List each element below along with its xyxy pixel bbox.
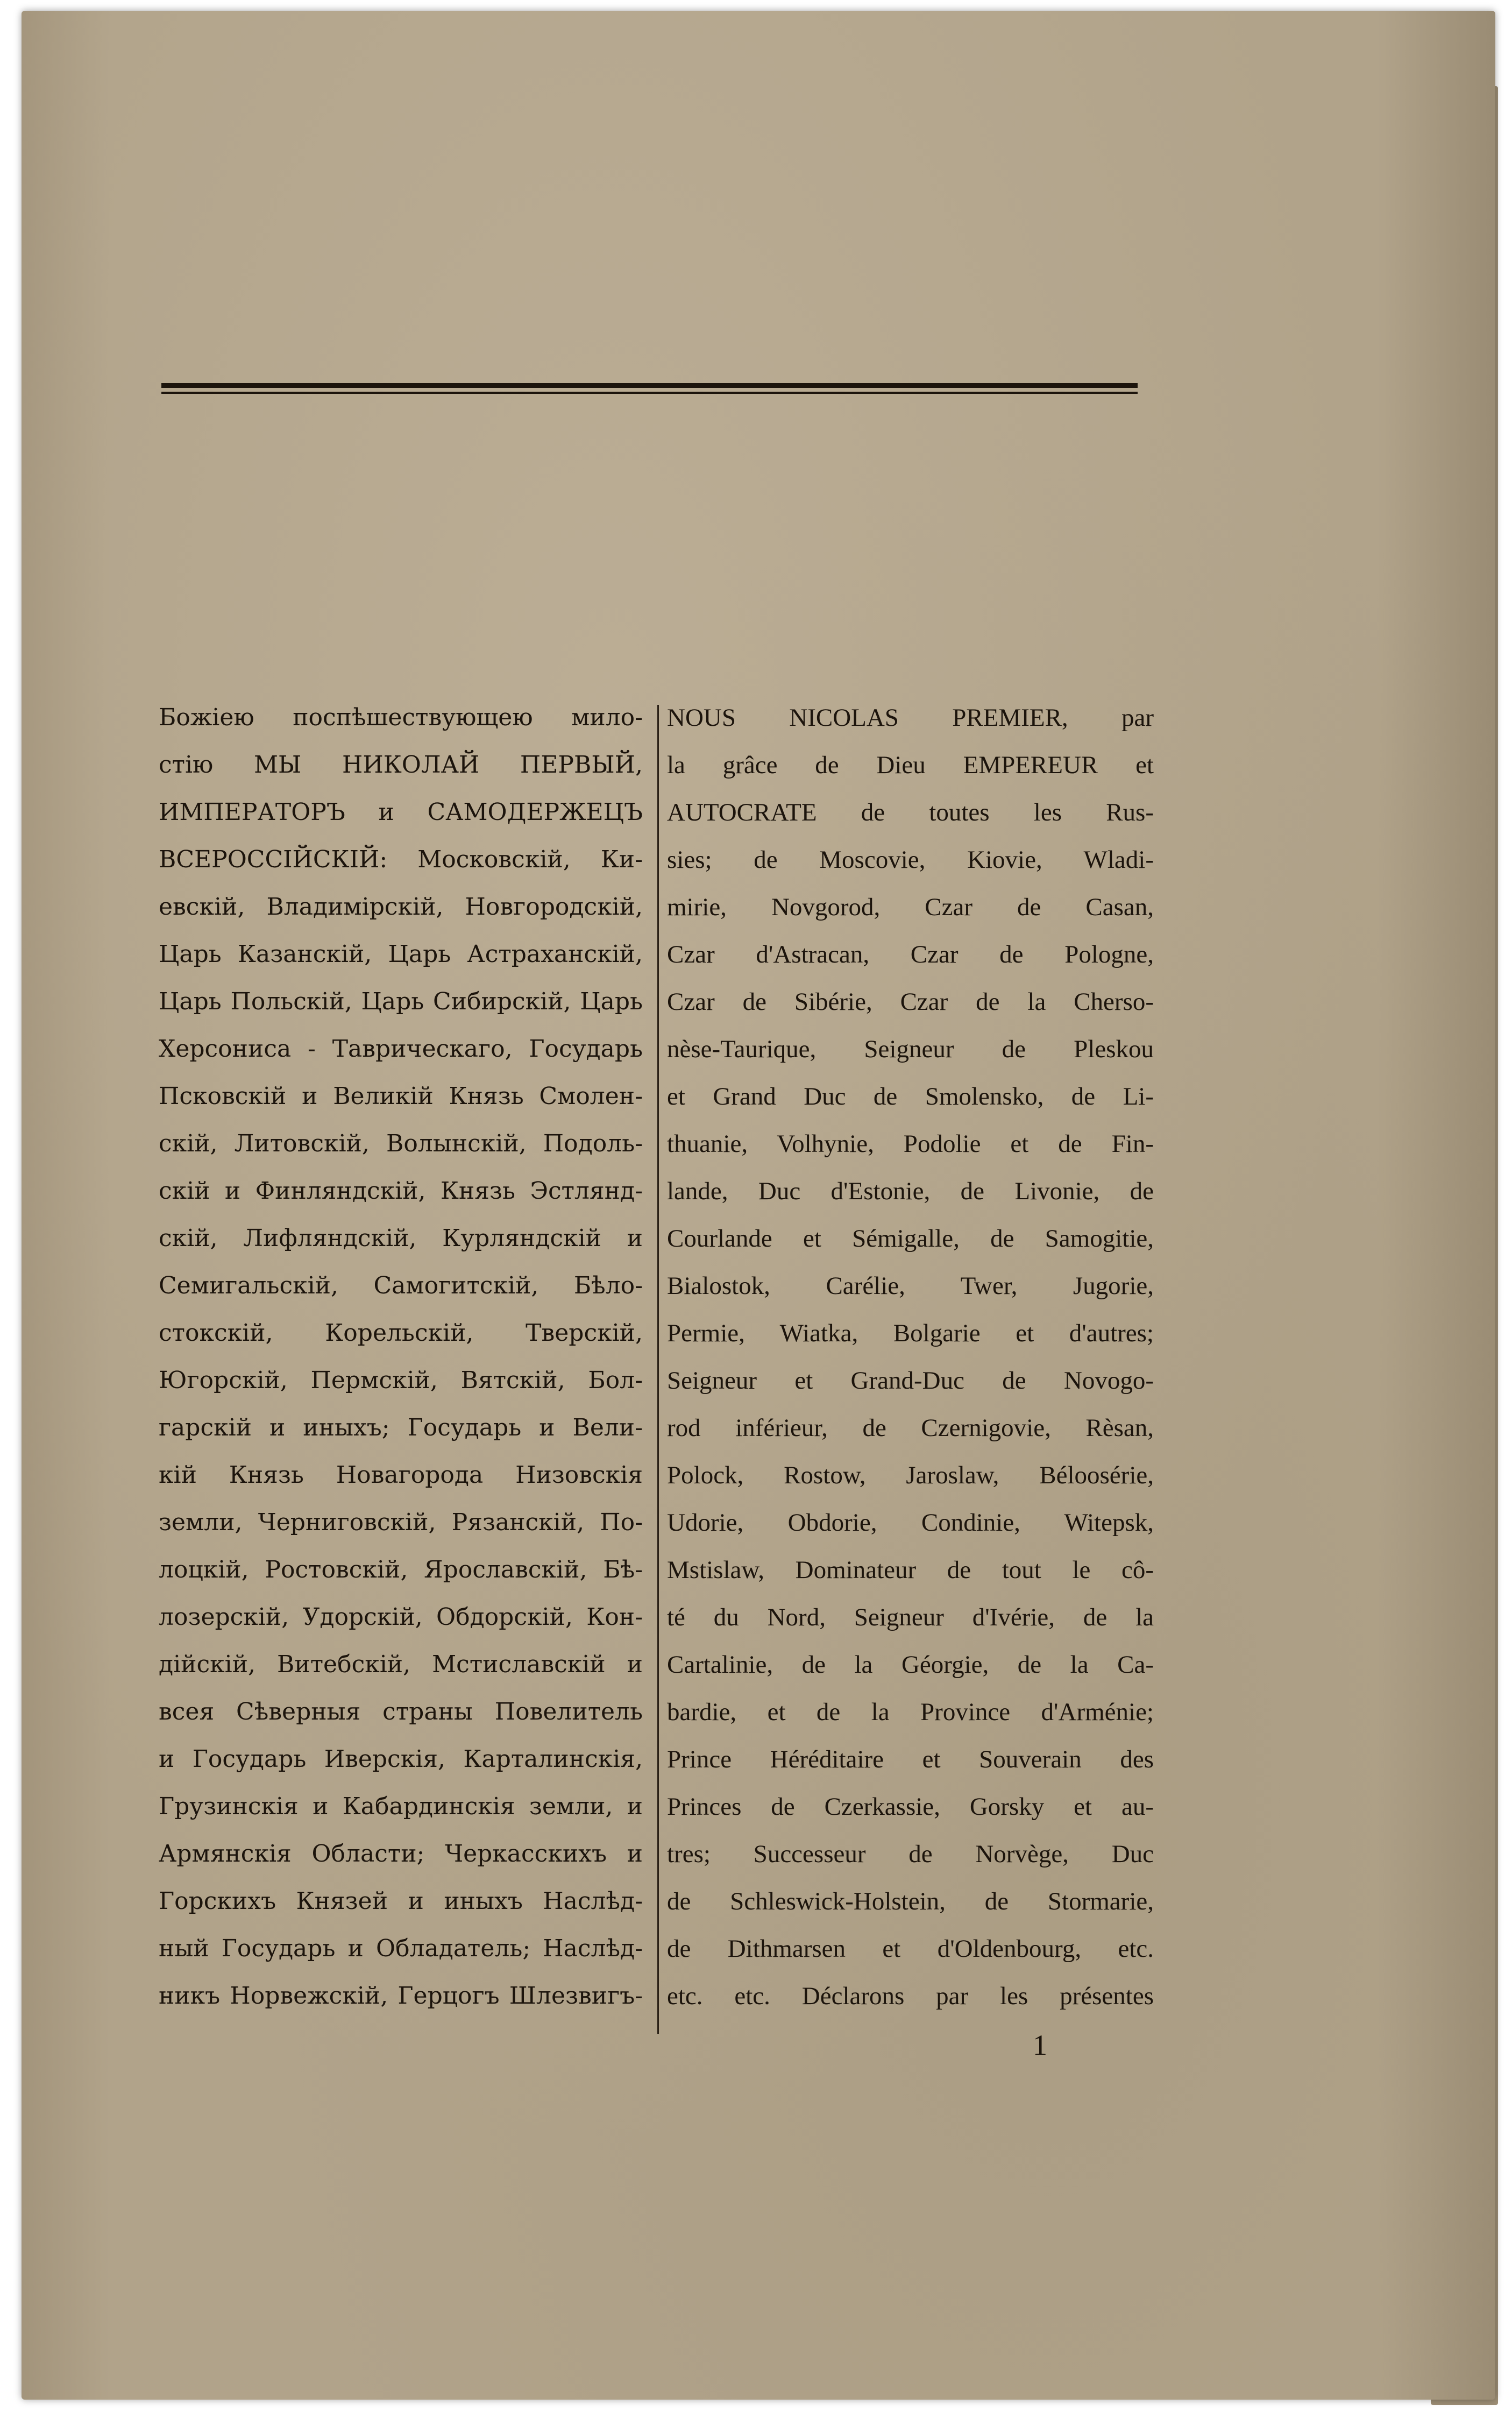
text-line: Seigneur et Grand-Duc de Novogo- [667,1367,1154,1395]
text-line: ный Государь и Обладатель; Наслѣд- [159,1935,643,1962]
text-line: Царь Польскiй, Царь Сибирскiй, Царь [159,988,643,1015]
text-line: Югорскiй, Пермскiй, Вятскiй, Бол- [159,1367,643,1394]
text-line: Princes de Czerkassie, Gorsky et au- [667,1793,1154,1821]
text-line: гарскiй и иныхъ; Государь и Вели- [159,1414,643,1441]
text-line: lande, Duc d'Estonie, de Livonie, de [667,1177,1154,1205]
text-line: la grâce de Dieu EMPEREUR et [667,751,1154,779]
text-line: скiй, Литовскiй, Волынскiй, Подоль- [159,1130,643,1157]
text-line: thuanie, Volhynie, Podolie et de Fin- [667,1130,1154,1158]
text-line: etc. etc. Déclarons par les présentes [667,1982,1154,2010]
text-line: Polock, Rostow, Jaroslaw, Béloosérie, [667,1461,1154,1489]
text-line: Божiею поспѣшествующею мило- [159,704,643,731]
text-line: nèse-Taurique, Seigneur de Pleskou [667,1035,1154,1063]
text-line: Prince Héréditaire et Souverain des [667,1745,1154,1773]
text-line: евскiй, Владимiрскiй, Новгородскiй, [159,893,643,921]
text-line: Czar d'Astracan, Czar de Pologne, [667,940,1154,968]
text-line: ИМПЕРАТОРЪ и САМОДЕРЖЕЦЪ [159,798,643,826]
page-number: 1 [1033,2029,1047,2061]
text-line: ВСЕРОССIЙСКIЙ: Московскiй, Ки- [159,846,643,873]
text-line: никъ Норвежскiй, Герцогъ Шлезвигъ- [159,1982,643,2010]
text-line: de Schleswick-Holstein, de Stormarie, [667,1887,1154,1915]
text-line: Грузинскiя и Кабардинскiя земли, и [159,1793,643,1820]
text-line: дiйскiй, Витебскiй, Мстиславскiй и [159,1651,643,1678]
text-line: и Государь Иверскiя, Карталинскiя, [159,1745,643,1773]
text-line: Czar de Sibérie, Czar de la Cherso- [667,988,1154,1016]
text-line: bardie, et de la Province d'Arménie; [667,1698,1154,1726]
text-line: скiй, Лифляндскiй, Курляндскiй и [159,1225,643,1252]
text-line: кiй Князь Новагорода Низовскiя [159,1461,643,1489]
header-rule-thick [161,383,1138,388]
text-line: NOUS NICOLAS PREMIER, par [667,704,1154,732]
text-line: de Dithmarsen et d'Oldenbourg, etc. [667,1935,1154,1963]
text-line: mirie, Novgorod, Czar de Casan, [667,893,1154,921]
text-line: всея Сѣверныя страны Повелитель [159,1698,643,1725]
text-line: стокскiй, Корельскiй, Тверскiй, [159,1319,643,1347]
text-line: Псковскiй и Великiй Князь Смолен- [159,1083,643,1110]
text-line: лозерскiй, Удорскiй, Обдорскiй, Кон- [159,1603,643,1631]
text-line: Mstislaw, Dominateur de tout le cô- [667,1556,1154,1584]
text-line: Cartalinie, de la Géorgie, de la Ca- [667,1651,1154,1679]
column-divider [657,705,659,2034]
text-line: Bialostok, Carélie, Twer, Jugorie, [667,1272,1154,1300]
header-rule-thin [161,392,1138,394]
text-line: et Grand Duc de Smolensko, de Li- [667,1083,1154,1110]
text-line: Permie, Wiatka, Bolgarie et d'autres; [667,1319,1154,1347]
text-line: скiй и Финляндскiй, Князь Эстлянд- [159,1177,643,1205]
french-text-column [667,694,1154,2034]
text-line: Courlande et Sémigalle, de Samogitie, [667,1225,1154,1253]
text-line: Царь Казанскiй, Царь Астраханскiй, [159,940,643,968]
text-line: AUTOCRATE de toutes les Rus- [667,798,1154,826]
russian-text-column [159,694,643,2034]
text-line: té du Nord, Seigneur d'Ivérie, de la [667,1603,1154,1631]
text-line: лоцкiй, Ростовскiй, Ярославскiй, Бѣ- [159,1556,643,1583]
text-line: Семигальскiй, Самогитскiй, Бѣло- [159,1272,643,1299]
text-line: tres; Successeur de Norvège, Duc [667,1840,1154,1868]
text-line: Udorie, Obdorie, Condinie, Witepsk, [667,1509,1154,1537]
text-line: земли, Черниговскiй, Рязанскiй, По- [159,1509,643,1536]
text-line: Херсониса - Таврическаго, Государь [159,1035,643,1063]
text-line: Горскихъ Князей и иныхъ Наслѣд- [159,1887,643,1915]
text-line: rod inférieur, de Czernigovie, Rèsan, [667,1414,1154,1442]
text-line: Армянскiя Области; Черкасскихъ и [159,1840,643,1868]
text-line: стiю МЫ НИКОЛАЙ ПЕРВЫЙ, [159,751,643,779]
text-line: sies; de Moscovie, Kiovie, Wladi- [667,846,1154,874]
